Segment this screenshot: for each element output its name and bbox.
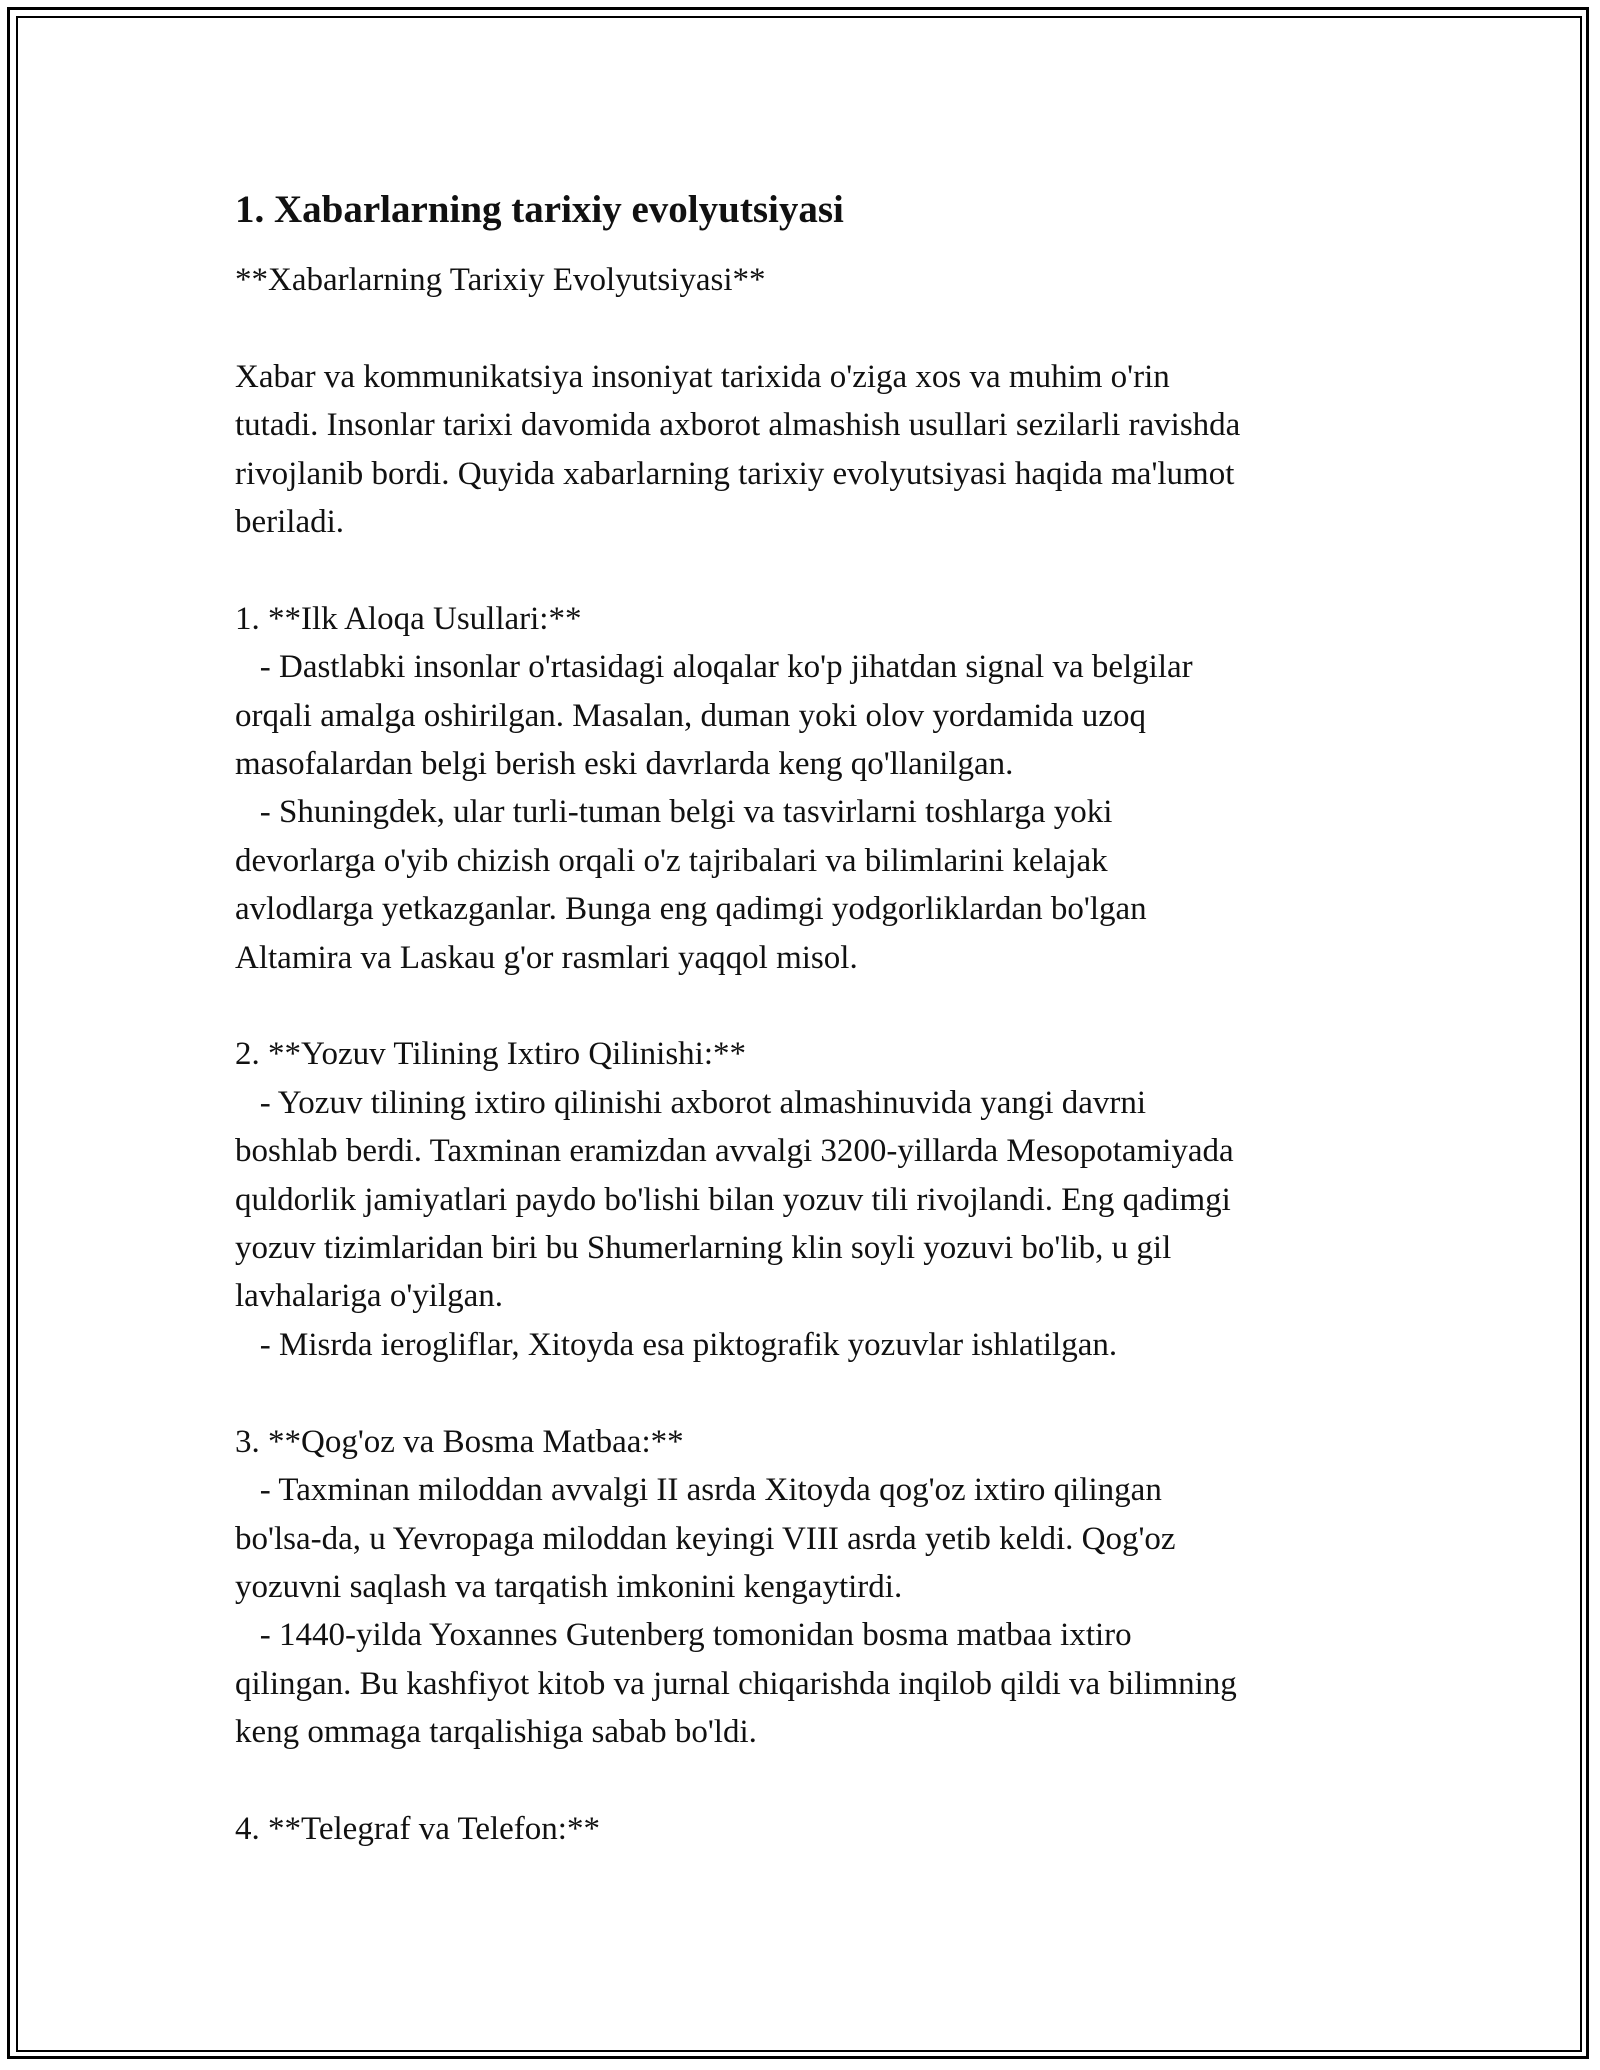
text-line: - Yozuv tilining ixtiro qilinishi axborot almashinuvida yangi davrni [235, 1084, 1147, 1121]
text-line: yozuv tizimlaridan biri bu Shumerlarning klin soyli yozuvi bo'lib, u gil [235, 1230, 1172, 1267]
text-lines [235, 256, 1365, 1853]
text-line: 3. **Qog'oz va Bosma Matbaa:** [235, 1423, 684, 1460]
text-line: - Misrda ierogliflar, Xitoyda esa piktografik yozuvlar ishlatilgan. [235, 1326, 1118, 1363]
text-line: quldorlik jamiyatlari paydo bo'lishi bilan yozuv tili rivojlandi. Eng qadimgi [235, 1181, 1231, 1218]
text-line: rivojlanib bordi. Quyida xabarlarning tarixiy evolyutsiyasi haqida ma'lumot [235, 455, 1235, 492]
text-line: 2. **Yozuv Tilining Ixtiro Qilinishi:** [235, 1036, 747, 1073]
text-line: tutadi. Insonlar tarixi davomida axborot almashish usullari sezilarli ravishda [235, 407, 1241, 444]
text-line: boshlab berdi. Taxminan eramizdan avvalgi 3200-yillarda Mesopotamiyada [235, 1133, 1234, 1170]
text-line: beriladi. [235, 504, 345, 541]
blank-line [235, 1369, 1365, 1417]
text-line: lavhalariga o'yilgan. [235, 1278, 504, 1315]
text-line: orqali amalga oshirilgan. Masalan, duman yoki olov yordamida uzoq [235, 697, 1146, 734]
text-line: **Xabarlarning Tarixiy Evolyutsiyasi** [235, 262, 766, 298]
text-line: masofalardan belgi berish eski davrlarda keng qo'llanilgan. [235, 746, 1014, 783]
text-line: qilingan. Bu kashfiyot kitob va jurnal chiqarishda inqilob qildi va bilimning [235, 1665, 1237, 1702]
text-line: Xabar va kommunikatsiya insoniyat tarixida o'ziga xos va muhim o'rin [235, 358, 1170, 395]
text-line: - 1440-yilda Yoxannes Gutenberg tomonidan bosma matbaa ixtiro [235, 1617, 1132, 1654]
section-heading: 1. Xabarlarning tarixiy evolyutsiyasi [235, 188, 844, 231]
text-line: - Taxminan miloddan avvalgi II asrda Xitoyda qog'oz ixtiro qilingan [235, 1472, 1162, 1509]
text-line: 4. **Telegraf va Telefon:** [235, 1810, 600, 1847]
text-line: Altamira va Laskau g'or rasmlari yaqqol misol. [235, 939, 858, 976]
blank-line [235, 304, 1365, 352]
text-line: bo'lsa-da, u Yevropaga miloddan keyingi VIII asrda yetib keldi. Qog'oz [235, 1520, 1176, 1557]
text-line: avlodlarga yetkazganlar. Bunga eng qadimgi yodgorliklardan bo'lgan [235, 891, 1147, 928]
document-body [235, 186, 1365, 1853]
blank-line [235, 1757, 1365, 1805]
blank-line [235, 546, 1365, 594]
text-line: devorlarga o'yib chizish orqali o'z tajribalari va bilimlarini kelajak [235, 842, 1108, 879]
text-line: - Shuningdek, ular turli-tuman belgi va tasvirlarni toshlarga yoki [235, 794, 1113, 831]
blank-line [235, 982, 1365, 1030]
text-line: keng ommaga tarqalishiga sabab bo'ldi. [235, 1714, 757, 1751]
text-line: yozuvni saqlash va tarqatish imkonini kengaytirdi. [235, 1568, 903, 1605]
text-line: 1. **Ilk Aloqa Usullari:** [235, 600, 582, 637]
text-line: - Dastlabki insonlar o'rtasidagi aloqalar ko'p jihatdan signal va belgilar [235, 649, 1193, 686]
